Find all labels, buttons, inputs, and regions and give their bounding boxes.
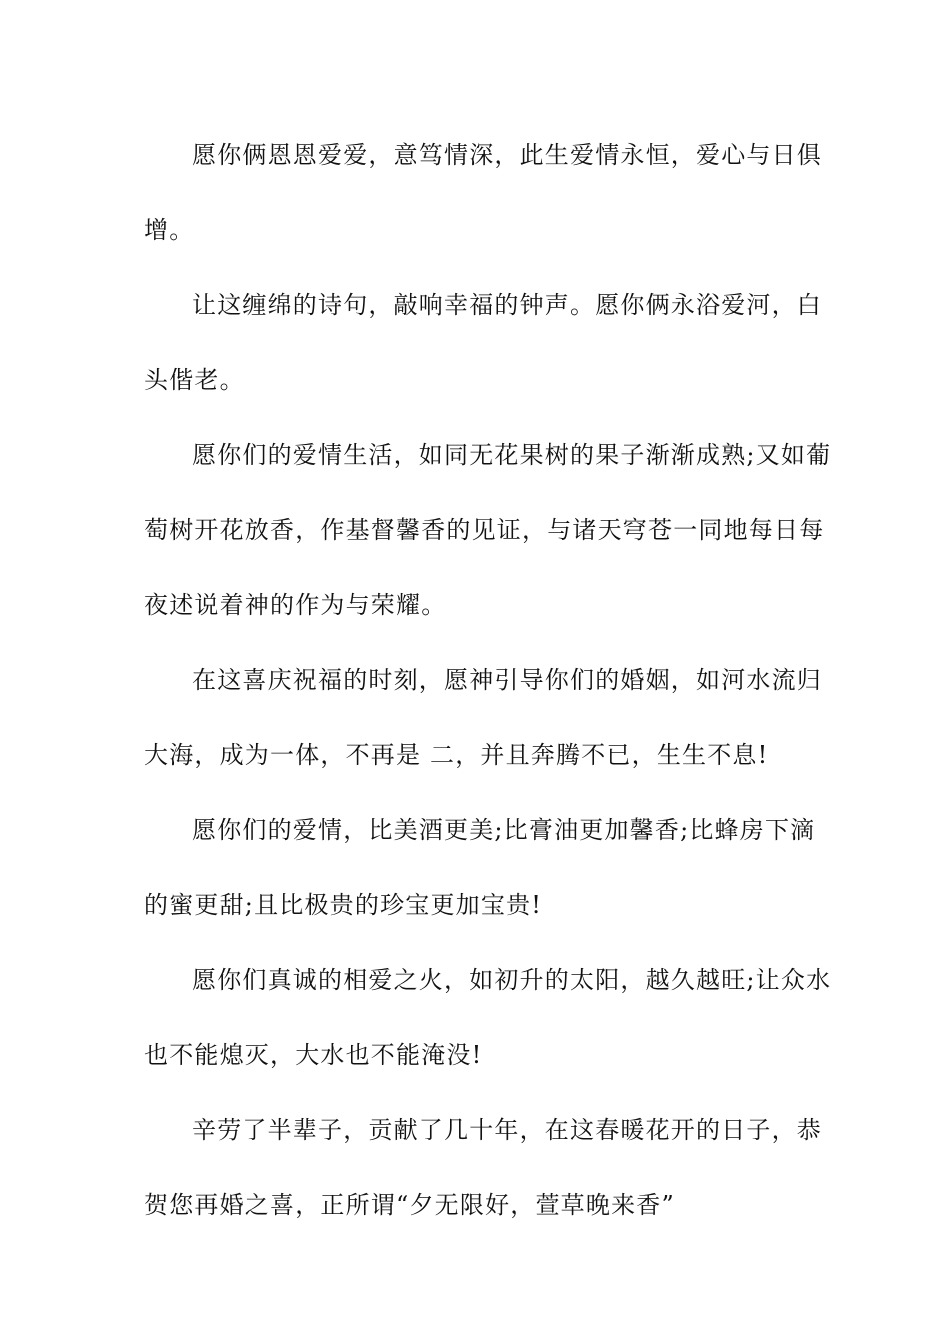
paragraph-line: 贺您再婚之喜，正所谓“夕无限好，萱草晚来香” (144, 1191, 675, 1219)
paragraph-line: 让这缠绵的诗句，敲响幸福的钟声。愿你俩永浴爱河，白 (192, 291, 822, 319)
paragraph-line: 也不能熄灭，大水也不能淹没! (144, 1041, 483, 1069)
paragraph-line: 愿你们真诚的相爱之火，如初升的太阳，越久越旺;让众水 (192, 966, 832, 994)
paragraph-line: 增。 (144, 216, 195, 244)
document-body (144, 118, 832, 1243)
paragraph-line: 夜述说着神的作为与荣耀。 (144, 591, 447, 619)
paragraph-line: 头偕老。 (144, 366, 245, 394)
paragraph-line: 萄树开花放香，作基督馨香的见证，与诸天穹苍一同地每日每 (144, 516, 825, 544)
paragraph-4 (144, 643, 822, 793)
paragraph-line: 愿你们的爱情生活，如同无花果树的果子渐渐成熟;又如葡 (192, 441, 832, 469)
paragraph-line: 辛劳了半辈子，贡献了几十年，在这春暖花开的日子，恭 (192, 1116, 822, 1144)
paragraph-line: 愿你俩恩恩爱爱，意笃情深，此生爱情永恒，爱心与日俱 (192, 141, 822, 169)
paragraph-6 (144, 943, 832, 1093)
paragraph-7 (144, 1093, 822, 1243)
paragraph-line: 大海，成为一体，不再是 二，并且奔腾不已，生生不息! (144, 741, 769, 769)
paragraph-2 (144, 268, 822, 418)
paragraph-line: 的蜜更甜;且比极贵的珍宝更加宝贵! (144, 891, 543, 919)
paragraph-1 (144, 118, 822, 268)
paragraph-line: 愿你们的爱情，比美酒更美;比膏油更加馨香;比蜂房下滴 (192, 816, 816, 844)
paragraph-3 (144, 418, 832, 643)
paragraph-5 (144, 793, 816, 943)
paragraph-line: 在这喜庆祝福的时刻，愿神引导你们的婚姻，如河水流归 (192, 666, 822, 694)
